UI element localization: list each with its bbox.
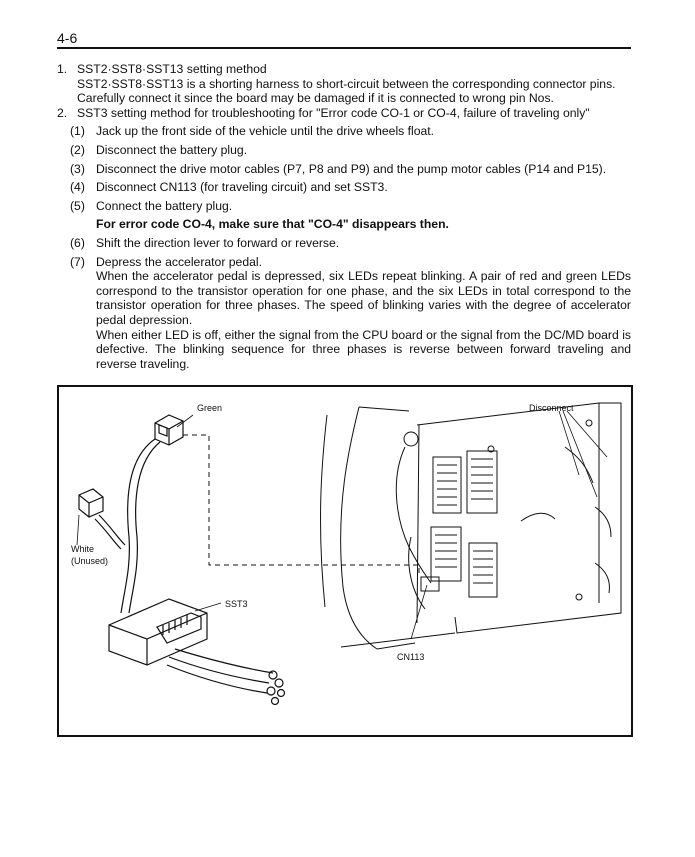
step-number: (5) (70, 198, 85, 213)
step-text: Disconnect the drive motor cables (P7, P8 and P9) and the pump motor cables (P14 and P15). (96, 161, 607, 176)
step-text: Shift the direction lever to forward or reverse. (96, 235, 340, 250)
wire-ends (267, 671, 285, 705)
step-text: Disconnect CN113 (for traveling circuit) and set SST3. (96, 180, 388, 195)
instructions (57, 62, 631, 371)
cn113-label: CN113 (397, 652, 425, 662)
white-leader (77, 515, 79, 545)
white-branch-cable (95, 519, 121, 549)
step-number: (3) (70, 161, 85, 176)
step (57, 199, 631, 232)
disconnect-label: Disconnect (529, 403, 574, 413)
page-number: 4-6 (57, 30, 78, 46)
step-note: For error code CO-4, make sure that "CO-4" disappears then. (96, 217, 449, 232)
disconnect-leader (567, 411, 607, 457)
harness-cable (121, 439, 155, 613)
step (57, 143, 631, 158)
cn113-leader (411, 585, 427, 639)
step (57, 124, 631, 139)
step-paragraph: When either LED is off, either the signal from the CPU board or the signal from the DC/MD board is defective. The blinking sequence for three phases is reverse between forward traveling and reverse traveling. (96, 327, 631, 371)
step-text: Disconnect the battery plug. (96, 142, 248, 157)
step (57, 236, 631, 251)
item-number: 2. (57, 105, 68, 120)
step (57, 162, 631, 177)
header-rule (57, 47, 631, 49)
white-connector (79, 489, 103, 517)
item-number: 1. (57, 62, 68, 76)
controller-assembly (321, 403, 621, 649)
item-text: Carefully connect it since the board may be damaged if it is connected to wrong pin Nos. (77, 91, 554, 106)
step-number: (1) (70, 124, 85, 139)
item-text: SST2·SST8·SST13 is a shorting harness to short-circuit between the corresponding connector pins. (77, 76, 616, 91)
unused-label: (Unused) (71, 556, 109, 566)
green-connector (155, 415, 183, 445)
step (57, 180, 631, 195)
sst3-label: SST3 (225, 599, 248, 609)
sst3-block (109, 599, 207, 665)
step-text: Connect the battery plug. (96, 198, 233, 213)
sst3-leader (195, 603, 221, 611)
item-1 (57, 62, 631, 106)
step (57, 255, 631, 372)
white-label: White (71, 544, 95, 554)
white-branch-cable (99, 515, 125, 545)
step-number: (4) (70, 180, 85, 195)
item-title: SST2·SST8·SST13 setting method (77, 62, 267, 76)
step-number: (2) (70, 142, 85, 157)
item-title: SST3 setting method for troubleshooting for "Error code CO-1 or CO-4, failure of traveling only" (77, 105, 590, 120)
harness-illustration (59, 387, 631, 735)
step-number: (7) (70, 254, 85, 269)
green-leader (177, 415, 193, 427)
step-text: Depress the accelerator pedal. (96, 254, 262, 269)
step-text: Jack up the front side of the vehicle until the drive wheels float. (96, 124, 435, 139)
wire-bundle (175, 649, 273, 673)
item-2 (57, 106, 631, 121)
green-label: Green (197, 403, 223, 413)
connection-dashed-line (183, 435, 419, 575)
step-paragraph: When the accelerator pedal is depressed, six LEDs repeat blinking. A pair of red and green LEDs correspond to the transistor operation for one phase, and the six LEDs in total correspond to the transistor operation for three phases. The speed of blinking varies with the degree of accelerator pedal depression. (96, 269, 631, 327)
harness-figure (57, 385, 633, 737)
step-number: (6) (70, 235, 85, 250)
